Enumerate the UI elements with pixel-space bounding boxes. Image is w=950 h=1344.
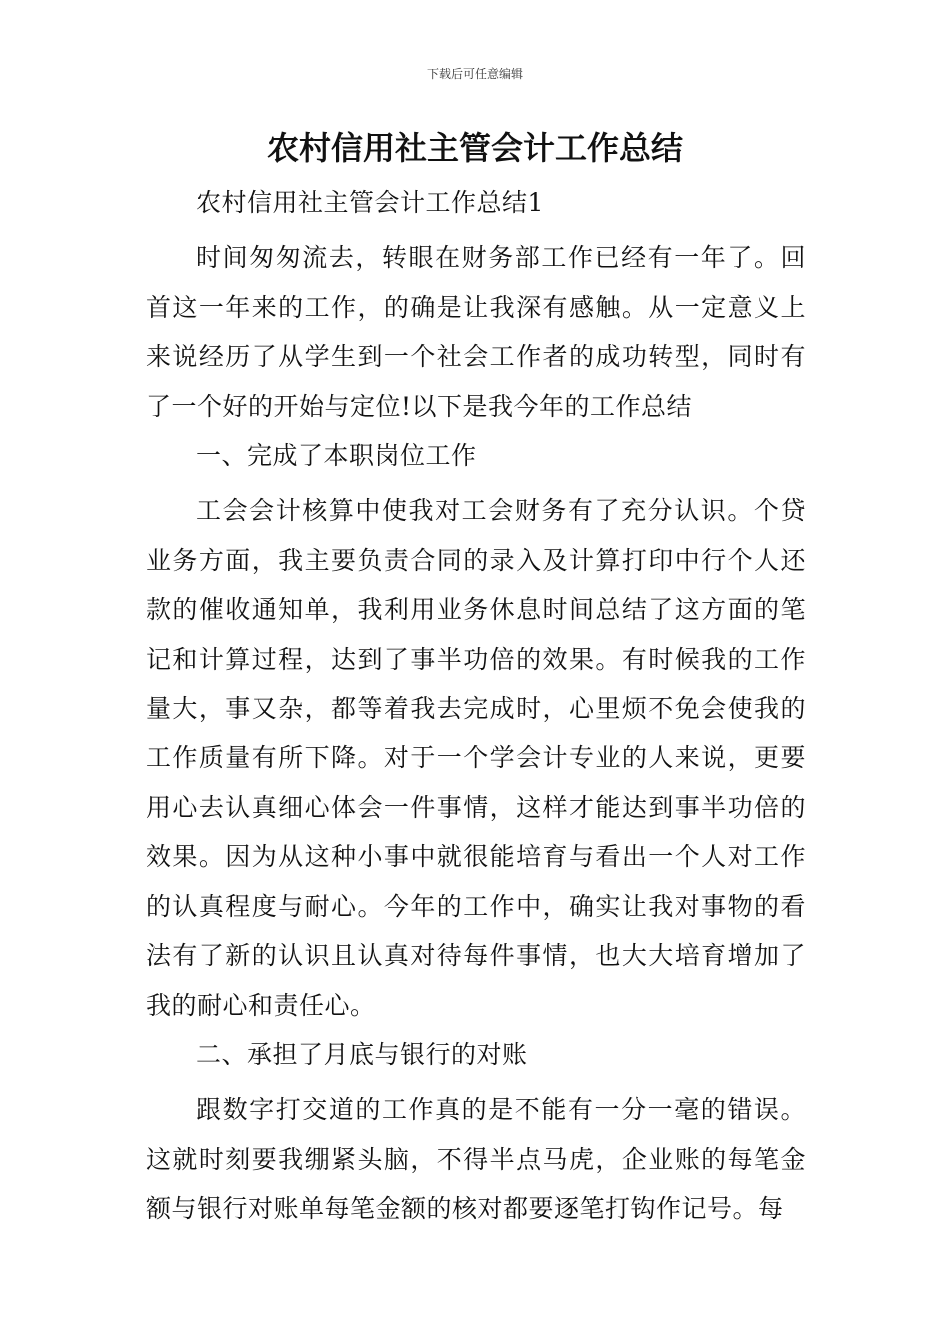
document-body [146,178,806,1234]
section-heading: 农村信用社主管会计工作总结1 [196,188,544,217]
body-paragraph: 工会会计核算中使我对工会财务有了充分认识。个贷业务方面，我主要负责合同的录入及计算打印中行个人还款的催收通知单，我利用业务休息时间总结了这方面的笔记和计算过程，达到了事半功倍的效果。有时候我的工作量大，事又杂，都等着我去完成时，心里烦不免会使我的工作质量有所下降。对于一个学会计专业的人来说，更要用心去认真细心体会一件事情，这样才能达到事半功倍的效果。因为从这种小事中就很能培育与看出一个人对工作的认真程度与耐心。今年的工作中，确实让我对事物的看法有了新的认识且认真对待每件事情，也大大培育增加了我的耐心和责任心。 [146,496,806,1020]
body-paragraph: 跟数字打交道的工作真的是不能有一分一毫的错误。这就时刻要我绷紧头脑，不得半点马虎，企业账的每笔金额与银行对账单每笔金额的核对都要逐笔打钩作记号。每 [146,1095,806,1224]
header-note: 下载后可任意编辑 [426,67,523,81]
body-paragraph: 时间匆匆流去，转眼在财务部工作已经有一年了。回首这一年来的工作，的确是让我深有感触。从一定意义上来说经历了从学生到一个社会工作者的成功转型，同时有了一个好的开始与定位!以下是我今年的工作总结 [146,243,806,421]
document-title: 农村信用社主管会计工作总结 [266,129,683,167]
section-heading: 一、完成了本职岗位工作 [196,441,477,471]
section-heading: 二、承担了月底与银行的对账 [196,1039,528,1069]
